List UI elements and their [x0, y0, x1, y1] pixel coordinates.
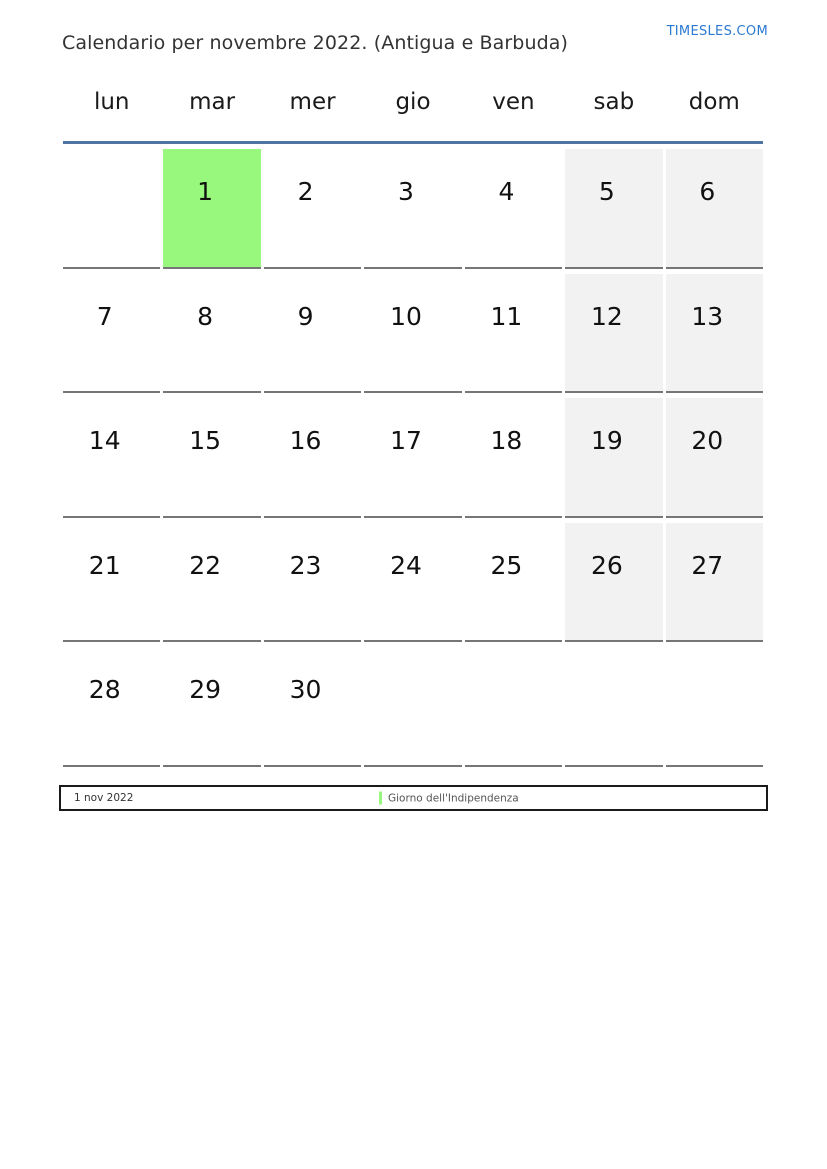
day-cell-13: 13 — [666, 269, 763, 394]
day-cell-16: 16 — [264, 393, 361, 518]
holiday-legend — [59, 785, 768, 811]
day-cell-8: 8 — [163, 269, 260, 394]
day-cell-1: 1 — [163, 144, 260, 269]
day-cell-11: 11 — [465, 269, 562, 394]
day-cell-17: 17 — [364, 393, 461, 518]
weekday-header-fri: ven — [492, 89, 535, 115]
day-cell-20: 20 — [666, 393, 763, 518]
day-cell-6: 6 — [666, 144, 763, 269]
day-cell-29: 29 — [163, 642, 260, 767]
day-cell-10: 10 — [364, 269, 461, 394]
holiday-marker-icon — [379, 792, 382, 805]
day-cell-14: 14 — [63, 393, 160, 518]
day-cell-26: 26 — [565, 518, 662, 643]
weekday-header-wed: mer — [289, 89, 336, 115]
day-cell-12: 12 — [565, 269, 662, 394]
day-cell-empty — [565, 642, 662, 767]
weekday-header-sat: sab — [593, 89, 635, 115]
day-cell-empty — [666, 642, 763, 767]
weekday-header-thu: gio — [395, 89, 431, 115]
legend-event — [379, 792, 519, 805]
day-cell-25: 25 — [465, 518, 562, 643]
day-cell-22: 22 — [163, 518, 260, 643]
day-cell-2: 2 — [264, 144, 361, 269]
day-cell-24: 24 — [364, 518, 461, 643]
day-cell-27: 27 — [666, 518, 763, 643]
day-cell-15: 15 — [163, 393, 260, 518]
day-cell-9: 9 — [264, 269, 361, 394]
day-cell-5: 5 — [565, 144, 662, 269]
day-cell-28: 28 — [63, 642, 160, 767]
day-cell-3: 3 — [364, 144, 461, 269]
calendar-grid — [63, 144, 763, 767]
site-link[interactable]: TIMESLES.COM — [666, 24, 768, 39]
legend-event-label: Giorno dell'Indipendenza — [388, 792, 519, 804]
weekday-header-mon: lun — [93, 89, 130, 115]
day-cell-23: 23 — [264, 518, 361, 643]
day-cell-18: 18 — [465, 393, 562, 518]
weekday-header-row — [63, 88, 763, 141]
day-cell-19: 19 — [565, 393, 662, 518]
day-cell-empty — [63, 144, 160, 269]
weekday-header-tue: mar — [189, 89, 236, 115]
legend-date: 1 nov 2022 — [74, 792, 134, 804]
calendar — [63, 88, 763, 767]
page-title: Calendario per novembre 2022. (Antigua e Barbuda) — [62, 31, 569, 54]
day-cell-4: 4 — [465, 144, 562, 269]
day-cell-21: 21 — [63, 518, 160, 643]
day-cell-30: 30 — [264, 642, 361, 767]
day-cell-7: 7 — [63, 269, 160, 394]
day-cell-empty — [364, 642, 461, 767]
day-cell-empty — [465, 642, 562, 767]
weekday-header-sun: dom — [688, 89, 740, 115]
